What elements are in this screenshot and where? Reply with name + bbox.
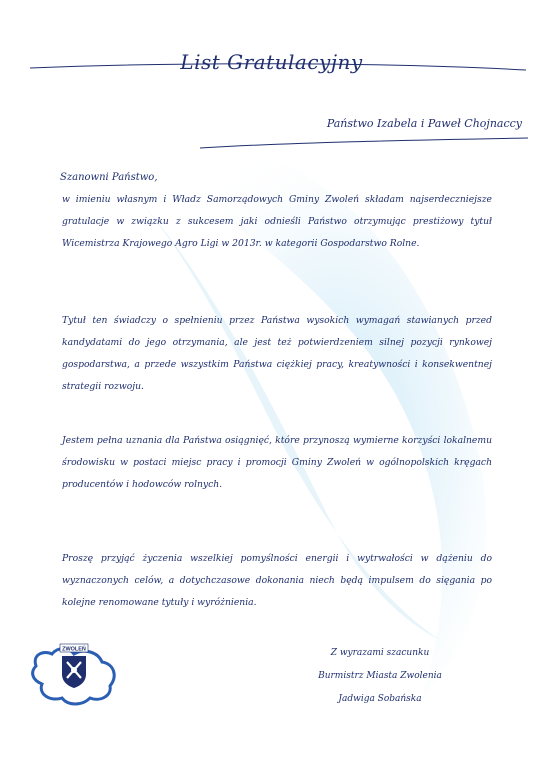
closing-position: Burmistrz Miasta Zwolenia [318,671,442,681]
salutation: Szanowni Państwo, [60,172,158,183]
paragraph-3: Jestem pełna uznania dla Państwa osiągnięć, które przynoszą wymierne korzyści lokalnemu środowisku w postaci miejsc pracy i promocji Gminy Zwoleń w ogólnopolskich kręgach producentów i hodowców rolnych. [62,435,492,490]
closing-regards: Z wyrazami szacunku [330,648,430,658]
paragraph-2: Tytuł ten świadczy o spełnieniu przez Państwa wysokich wymagań stawianych przed kandydatami do jego otrzymania, ale jest też potwierdzeniem silnej pozycji rynkowej gospodarstwa, a przede wszystkim Państwa ciężkiej pracy, kreatywności i konsekwentnej strategii rozwoju. [62,315,492,392]
paragraph-4: Proszę przyjąć życzenia wszelkiej pomyślności energii i wytrwałości w dążeniu do wyznaczonych celów, a dotychczasowe dokonania niech będą impulsem do sięgania po kolejne renomowane tytuły i wyróżnienia. [62,553,492,608]
logo-label: ZWOLEŃ [62,646,86,653]
zwolen-coat-of-arms-icon [28,636,120,710]
recipient-name: Państwo Izabela i Paweł Chojnaccy [326,117,522,130]
closing-signature-name: Jadwiga Sobańska [338,694,422,704]
letter-title: List Gratulacyjny [180,50,363,74]
paragraph-1: w imieniu własnym i Władz Samorządowych Gminy Zwoleń składam najserdeczniejsze gratulacje w związku z sukcesem jaki odnieśli Państwo otrzymując prestiżowy tytuł Wicemistrza Krajowego Agro Ligi w 2013r. w kategorii Gospodarstwo Rolne. [62,194,492,249]
